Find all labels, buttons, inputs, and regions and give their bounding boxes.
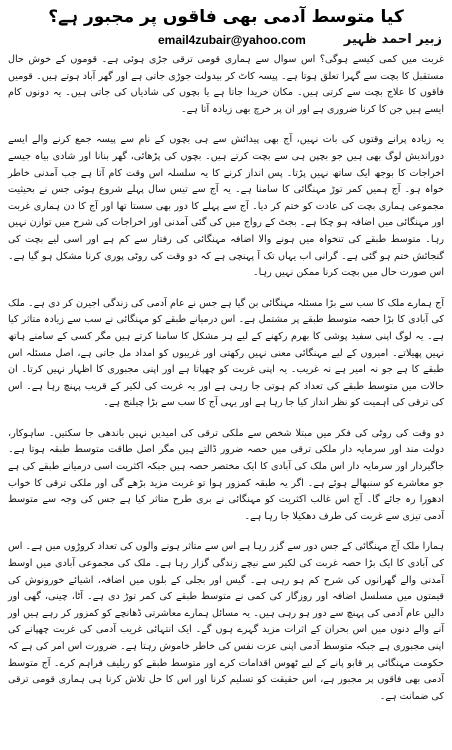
author-name: زبیر احمد ظہیر (343, 32, 442, 47)
paragraph-1: غربت میں کمی کیسے ہوگی؟ اس سوال سے ہماری قومی ترقی جڑی ہوئی ہے۔ قوموں کے خوش حال مستقبل کا بچت سے گہرا تعلق ہوتا ہے۔ پیسہ کاٹ کر بیدولت جوڑی جاتی ہے اور گھر آباد ہوتے ہیں۔ قومیں فاقوں کا علاج بچت سے کرتی ہیں۔ مکان خریدا جاتا ہے یا بچوں کی شادیاں کی جاتی ہیں۔ یہ دونوں کام ایسے ہیں جن کا کرنا ضروری ہے اور ان پر خرچ بھی زیادہ آتا ہے۔ (8, 54, 444, 115)
author-email: email4zubair@yahoo.com (158, 33, 306, 47)
byline (8, 30, 444, 52)
paragraph-4: دو وقت کی روٹی کی فکر میں مبتلا شخص سے ملکی ترقی کی امیدیں نہیں باندھی جا سکتیں۔ ساہوکار، دولت مند اور سرمایہ دار ملکی ترقی میں حصہ ضرور ڈالتے ہیں مگر اصل طاقت متوسط طبقہ ہوتا ہے۔ جاگیردار اور سرمایہ دار اس ملک کی آبادی کا ایک مختصر حصہ ہیں جبکہ اکثریت اسی درمیانے طبقے کی ہے جو معاشرے کو سنبھالے ہوئے ہے۔ اگر یہ طبقہ کمزور ہوا تو غربت مزید بڑھے گی اور ملکی ترقی کا خواب ادھورا رہ جائے گا۔ آج اس غالب اکثریت کو مہنگائی نے بری طرح متاثر کیا ہے جس کی وجہ سے متوسط آدمی تیزی سے غربت کی طرف دھکیلا جا رہا ہے۔ (8, 427, 444, 522)
paragraph-5: ہمارا ملک آج مہنگائی کے جس دور سے گزر رہا ہے اس سے متاثر ہونے والوں کی تعداد کروڑوں میں ہے۔ اس کی آبادی کا ایک بڑا حصہ غربت کی لکیر سے نیچے زندگی گزار رہا ہے۔ ملک کی مجموعی آبادی میں اوسط آمدنی والے گھرانوں کی شرح کم ہو رہی ہے۔ گیس اور بجلی کے بلوں میں اضافہ، اشیائے خورونوش کی قیمتوں میں مسلسل اضافہ اور روزگار کی کمی نے متوسط طبقے کی کمر توڑ دی ہے۔ آٹا، چینی، گھی اور دالیں عام آدمی کی پہنچ سے دور ہو رہی ہیں۔ یہ مسائل ہمارے معاشرتی ڈھانچے کو کمزور کر رہے ہیں اور آنے والے دنوں میں اس بحران کے اثرات مزید گہرے ہوں گے۔ ایک انتہائی غریب آدمی کی غربت چھپانے کی اپنی مجبوری ہے جبکہ متوسط آدمی اپنی عزت نفس کی خاطر خاموش رہتا ہے۔ ضرورت اس امر کی ہے کہ حکومت مہنگائی پر قابو پانے کے لیے ٹھوس اقدامات کرے اور متوسط طبقے کو ریلیف فراہم کرے۔ آج متوسط آدمی بھی فاقوں پر مجبور ہے، اس حقیقت کو تسلیم کرنا اور اس کا حل تلاش کرنا ہی ہماری قومی ترقی کی ضمانت ہے۔ (8, 541, 444, 702)
article-title: کیا متوسط آدمی بھی فاقوں پر مجبور ہے؟ (48, 7, 404, 27)
paragraph-2: یہ زیادہ پرانے وقتوں کی بات نہیں، آج بھی پیدائش سے ہی بچوں کے نام سے پیسہ جمع کرنے والے ایسے دوراندیش لوگ بھی ہیں جو بچپن ہی سے بچت کرتے ہیں۔ بچوں کی پڑھائی، گھر بنانا اور شادی بیاہ جیسے اخراجات کا بوجھ ایک ساتھ نہیں پڑتا۔ پس انداز کرنے کا یہ سلسلہ اس وقت کام آتا ہے جب آمدنی خاطر خواہ ہو۔ آج ہمیں کمر توڑ مہنگائی کا سامنا ہے۔ یہ آج سے تیس سال پہلے شروع ہوئی جس نے بحیثیت مجموعی ہماری بچت کی عادت کو ختم کر دیا۔ آج سے پہلے کا دور بھی سستا تھا اور آج کا دن ہماری غربت اور مہنگائی میں اضافہ ہو چکا ہے۔ بجٹ کے رواج میں کی گئی آمدنی اور اخراجات کی شرح میں توازن نہیں رہا۔ متوسط طبقے کی تنخواہ میں ہونے والا اضافہ مہنگائی کی رفتار سے کم ہے اور اسی لیے بچت کی گنجائش ختم ہو گئی ہے۔ گرانی اب یہاں تک آ پہنچی ہے کہ دو وقت کی روٹی پوری کرنا مشکل ہو گیا ہے۔ اس صورت حال میں بچت کرنا ممکن نہیں رہا۔ (8, 134, 444, 279)
paragraph-3: آج ہمارے ملک کا سب سے بڑا مسئلہ مہنگائی بن گیا ہے جس نے عام آدمی کی زندگی اجیرن کر دی ہے۔ ملک کی آبادی کا بڑا حصہ متوسط طبقے پر مشتمل ہے۔ اس درمیانے طبقے کو مہنگائی نے سب سے زیادہ متاثر کیا ہے۔ یہ لوگ اپنی سفید پوشی کا بھرم رکھنے کے لیے ہر مشکل کا سامنا کرتے ہیں مگر کسی کے سامنے ہاتھ نہیں پھیلاتے۔ امیروں کے لیے مہنگائی معنی نہیں رکھتی اور غریبوں کو امداد مل جاتی ہے، اصل مسئلہ اس طبقے کا ہے جو نہ امیر ہے نہ غریب۔ یہ اپنی غربت کو چھپاتا ہے اور اپنی مجبوری کا اظہار نہیں کرتا۔ ان حالات میں متوسط طبقے کی تعداد کم ہوتی جا رہی ہے اور یہ غربت کی لکیر کے قریب پہنچ رہا ہے۔ اس کی ترقی کی اہمیت کو نظر انداز کیا جا رہا ہے اور یہی آج کا سب سے بڑا چیلنج ہے۔ (8, 297, 444, 409)
